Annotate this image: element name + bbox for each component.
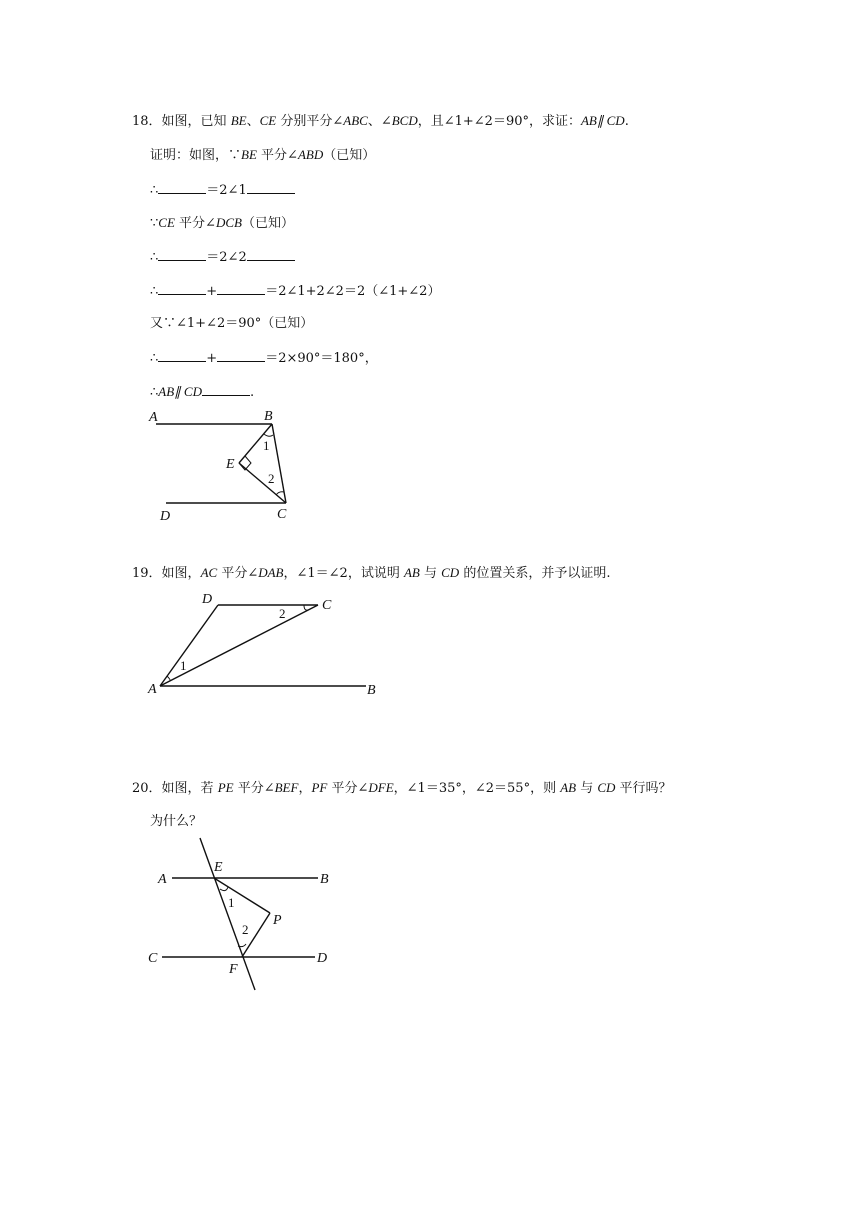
label-b: B: [367, 683, 376, 698]
q19-stem: 19．如图，AC 平分∠DAB，∠1＝∠2，试说明 AB 与 CD 的位置关系，并予以证明.: [132, 565, 611, 581]
label-a: A: [158, 872, 167, 887]
answer-blank[interactable]: [158, 248, 206, 261]
label-angle-1: 1: [263, 438, 270, 453]
label-f: F: [229, 962, 238, 977]
answer-blank[interactable]: [158, 282, 206, 295]
label-angle-1: 1: [228, 895, 235, 910]
answer-blank[interactable]: [217, 349, 265, 362]
q18-step2: ∵CE 平分∠DCB（已知）: [150, 215, 294, 231]
segment-ad: [160, 605, 218, 686]
q18-proof-intro: 证明：如图，∵BE 平分∠ABD（已知）: [150, 147, 376, 163]
q18-step5: 又∵∠1+∠2＝90°（已知）: [150, 316, 314, 331]
angle-1-arc: [264, 434, 273, 436]
label-d: D: [317, 951, 328, 966]
q18-step3: ∴ ＝2∠2: [150, 248, 295, 267]
answer-blank[interactable]: [217, 282, 265, 295]
q18-step7: ∴AB∥ CD .: [150, 384, 255, 400]
angle-1-arc: [220, 887, 228, 891]
label-angle-2: 2: [268, 471, 275, 486]
label-c: C: [277, 507, 287, 522]
q20-stem-line2: 为什么？: [150, 814, 203, 829]
q19-figure: [140, 588, 390, 703]
label-d: D: [202, 592, 213, 607]
angle-2-arc: [304, 605, 308, 610]
segment-ep: [214, 878, 270, 913]
label-b: B: [264, 409, 273, 424]
label-p: P: [273, 913, 282, 928]
reason-blank[interactable]: [202, 383, 250, 396]
label-angle-2: 2: [242, 922, 249, 937]
answer-blank[interactable]: [158, 349, 206, 362]
answer-blank[interactable]: [158, 181, 206, 194]
reason-blank[interactable]: [247, 248, 295, 261]
label-e: E: [214, 860, 223, 875]
q20-stem: 20．如图，若 PE 平分∠BEF，PF 平分∠DFE，∠1＝35°，∠2＝55°，则 AB 与 CD 平行吗？: [132, 780, 672, 796]
q18-step1: ∴ ＝2∠1: [150, 181, 295, 200]
label-b: B: [320, 872, 329, 887]
label-angle-2: 2: [279, 606, 286, 621]
label-e: E: [226, 457, 235, 472]
q18-step4: ∴ + ＝2∠1+2∠2＝2（∠1+∠2）: [150, 284, 441, 299]
q20-figure: [140, 835, 350, 1000]
label-a: A: [149, 410, 158, 425]
reason-blank[interactable]: [247, 181, 295, 194]
label-d: D: [160, 509, 171, 524]
transversal-ef: [200, 838, 255, 990]
label-c: C: [148, 951, 158, 966]
label-a: A: [148, 682, 157, 697]
segment-ac: [160, 605, 318, 686]
q18-step6: ∴ + ＝2×90°＝180°，: [150, 351, 378, 366]
label-angle-1: 1: [180, 658, 187, 673]
segment-bc: [272, 424, 286, 503]
label-c: C: [322, 598, 332, 613]
angle-2-arc: [276, 492, 284, 495]
q18-stem: 18．如图，已知 BE、CE 分别平分∠ABC、∠BCD，且∠1+∠2＝90°，求证：AB∥ CD.: [132, 113, 629, 129]
q18-figure: [140, 400, 310, 525]
